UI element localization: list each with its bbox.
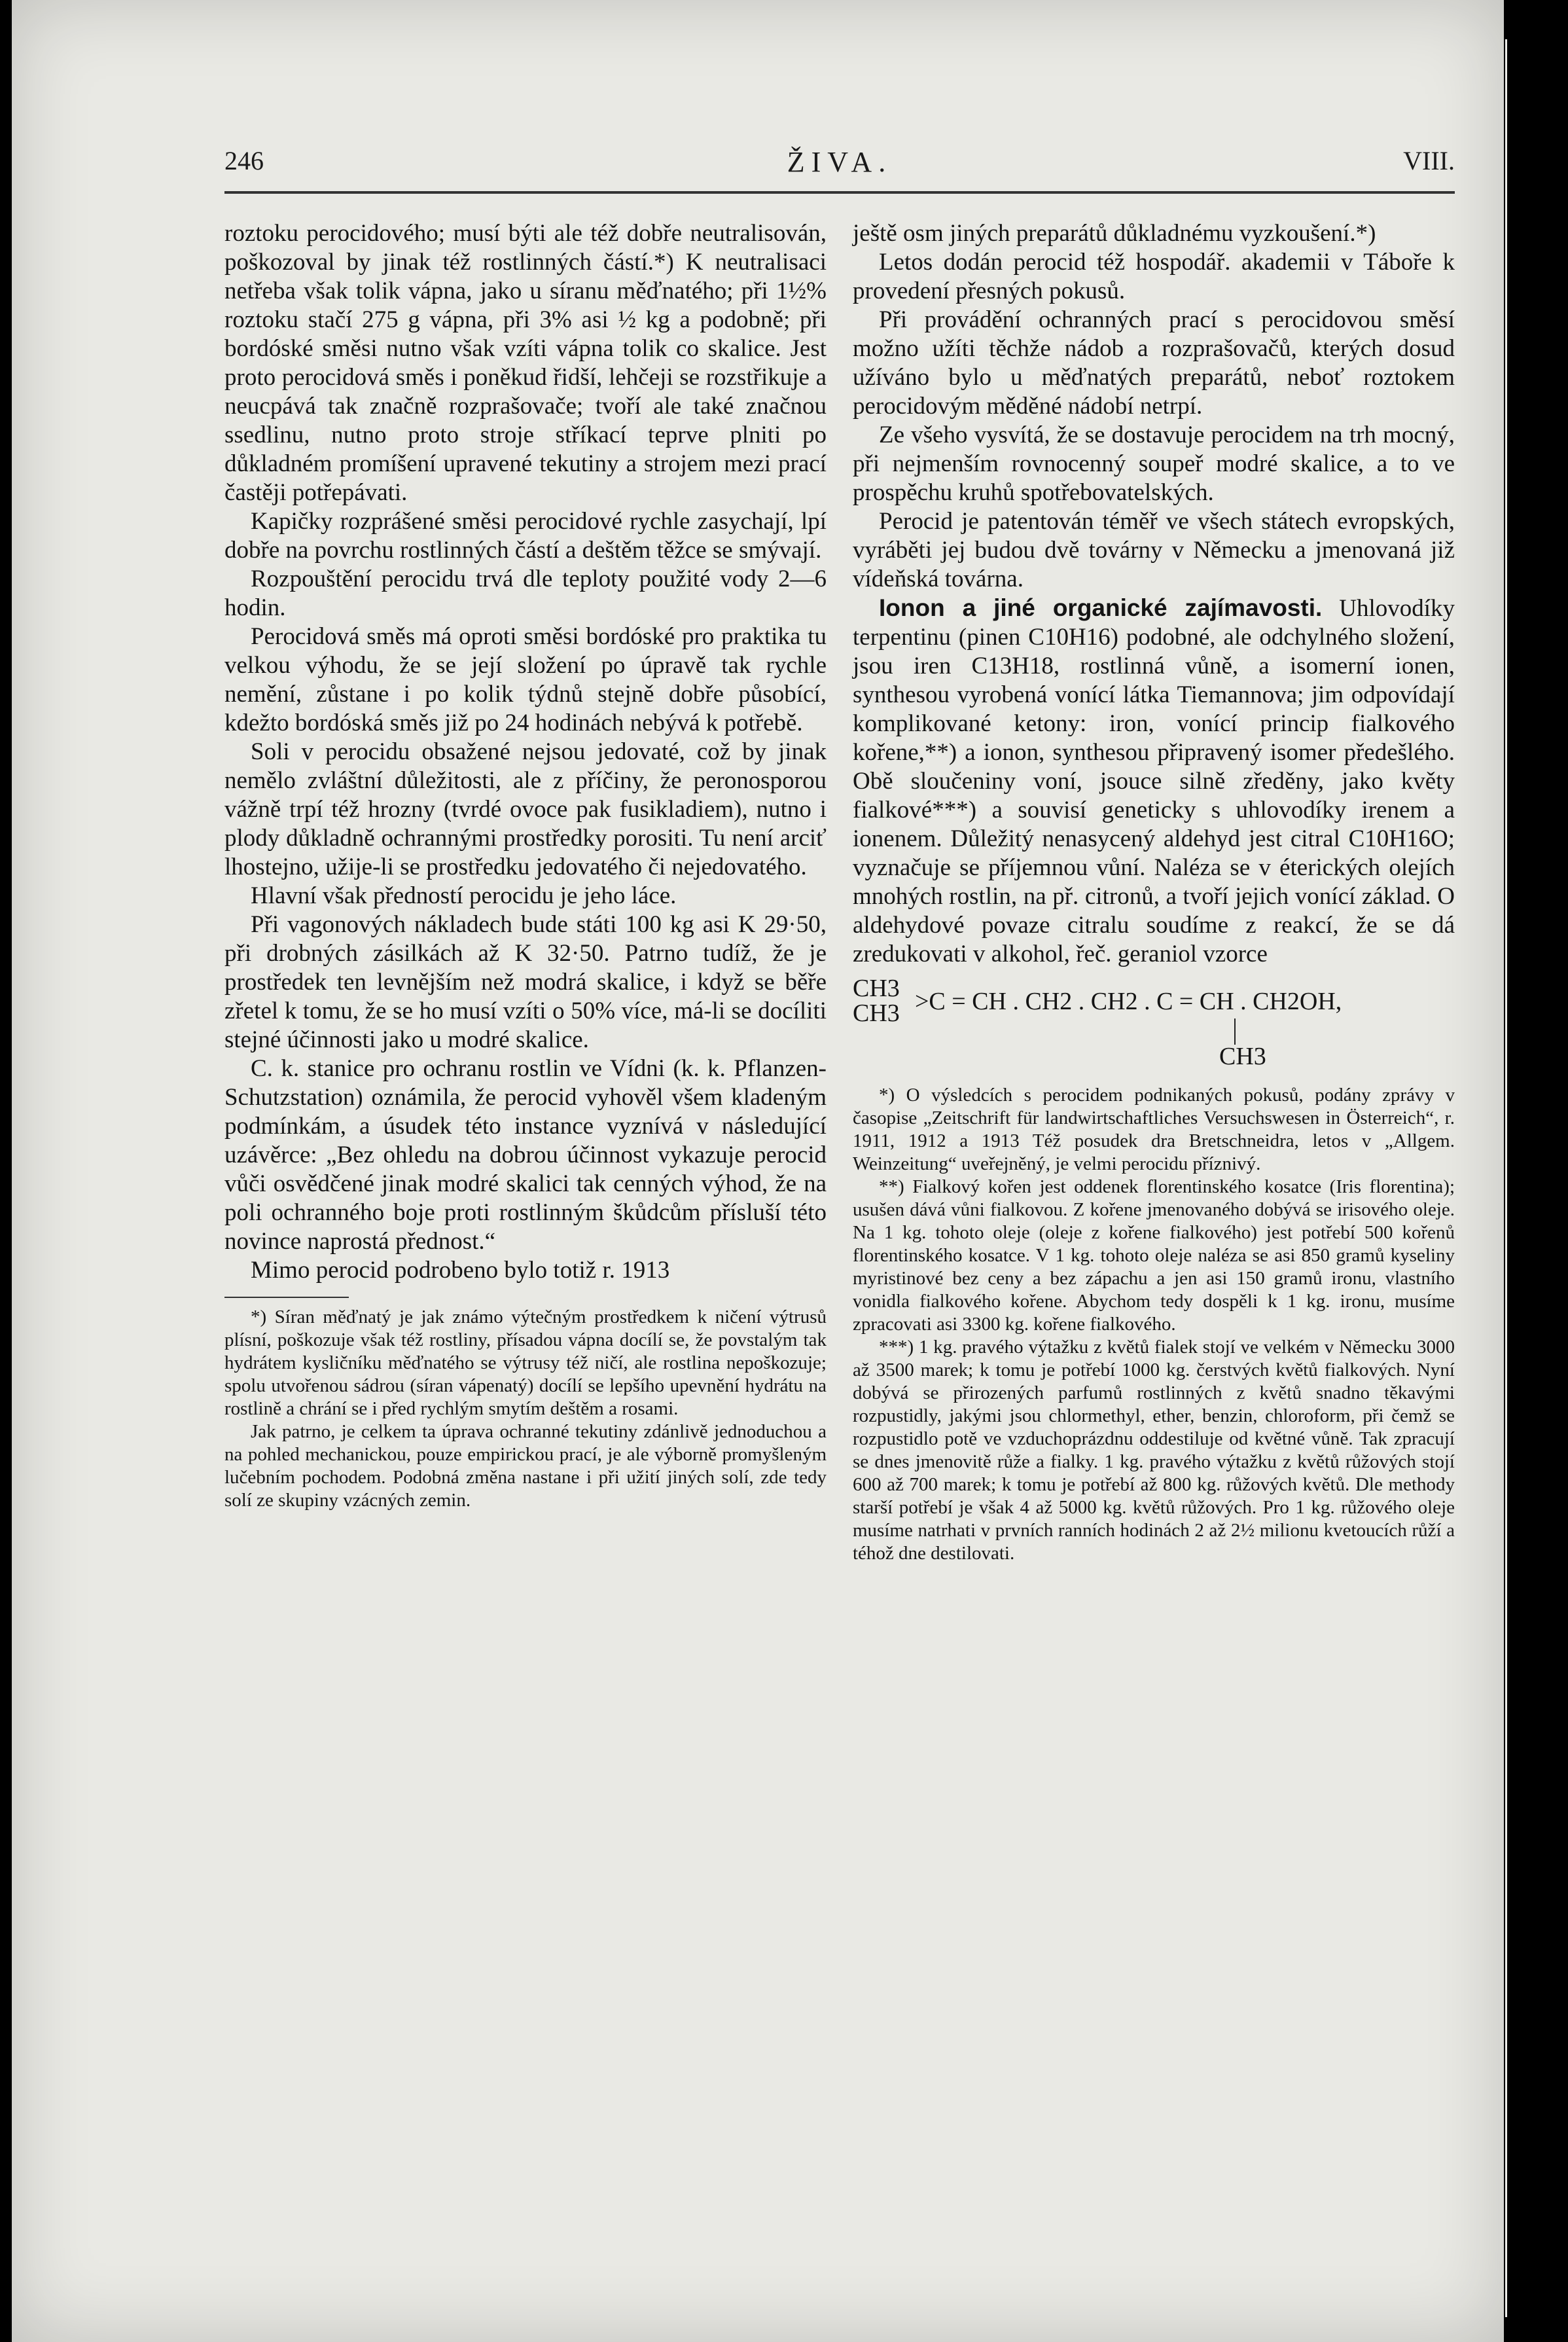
page-number: 246 <box>224 146 264 175</box>
paragraph: Hlavní však předností perocidu je jeho láce. <box>251 882 677 909</box>
formula-chain: >C = CH . CH2 . CH2 . C = CH . CH2OH, <box>915 988 1342 1015</box>
paragraph: Perocidová směs má oproti směsi bordóské pro praktika tu velkou výhodu, že se její složení po úpravě tak rychle nemění, zůstane i po kolik týdnů stejně dobře působící, kdežto bordóská směs již po 24 hodinách nebývá k potřebě. <box>224 623 827 736</box>
paragraph: Ze všeho vysvítá, že se dostavuje perocidem na trh mocný, při nejmenším rovnocenný soupeř modré skalice, a to ve prospěchu kruhů spotřebovatelských. <box>853 422 1455 506</box>
page-edge <box>1505 39 1507 2317</box>
right-column <box>853 219 1455 1565</box>
page <box>12 0 1504 2342</box>
footnote: *) Síran měďnatý je jak známo výtečným prostředkem k ničení výtrusů plísní, poškozuje však též rostliny, přísadou vápna docílí se, že povstalým tak hydrátem kysličníku měďnatého se výtrusy též ničí, ale rostlina nepoškozuje; spolu utvořenou sádrou (síran vápenatý) docílí se lepšího upevnění hydrátu na rostlině a chrání se i před rychlým smytím deštěm a rosami. <box>224 1306 827 1419</box>
paragraph: C. k. stanice pro ochranu rostlin ve Vídni (k. k. Pflanzen-Schutzstation) oznámila, že perocid vyhověl všem kladeným podmínkám, a úsudek této instance vyznívá v následující uzávěrce: „Bez ohledu na dobrou účinnost vykazuje perocid vůči osvědčené jinak modré skalici tak cenných výhod, že na poli ochranného boje proti rostlinným škůdcům přísluší této novince naprostá přednost.“ <box>224 1055 827 1255</box>
formula-ch3-branch: CH3 <box>1219 1043 1266 1070</box>
formula-ch3-top: CH3 <box>853 975 900 1002</box>
journal-title: ŽIVA. <box>787 146 893 178</box>
paragraph: Při provádění ochranných prací s perocidovou směsí možno užíti těchže nádob a rozprašovačů, kterých dosud užíváno bylo u měďnatých preparátů, neboť roztokem perocidovým měděné nádobí netrpí. <box>853 306 1455 420</box>
formula-bond <box>1234 1018 1236 1045</box>
paragraph: roztoku perocidového; musí býti ale též dobře neutralisován, poškozoval by jinak též rostlinných částí.*) K neutralisaci netřeba však tolik vápna, jako u síranu měďnatého; při 1½% roztoku stačí 275 g vápna, při 3% asi ½ kg a podobně; při bordóské směsi nutno však vzíti vápna tolik co skalice. Jest proto perocidová směs i poněkud řidší, lehčeji se rozstřikuje a neucpává tak značně rozprašovače; tvoří ale také značnou ssedlinu, nutno proto stroje stříkací teprve plniti po důkladném promíšení upravené tekutiny a strojem mezi prací častěji potřepávati. <box>224 220 827 506</box>
formula-ch3-bottom: CH3 <box>853 1000 900 1027</box>
footnote: Jak patrno, je celkem ta úprava ochranné tekutiny zdánlivě jednoduchou a na pohled mechanickou, pouze empirickou prací, je ale výborně promyšleným lučebním pochodem. Podobná změna nastane i při užití jiných solí, zde tedy solí ze skupiny vzácných zemin. <box>224 1421 827 1511</box>
section-heading: Ionon a jiné organické zajímavosti. <box>879 594 1323 621</box>
footnote: ***) 1 kg. pravého výtažku z květů fialek stojí ve velkém v Německu 3000 až 3500 marek; k tomu je potřebí 1000 kg. čerstvých květů fialkových. Nyní dobývá se přirozených parfumů rostlinných z květů snadno těkavými rozpustidly, jakými jsou chlormethyl, ether, benzin, chloroform, při čemž se rozpustidlo potě ve vzduchoprázdnu oddestiluje od květné vůně. Tak zpracují se dnes jmenovitě růže a fialky. 1 kg. pravého výtažku z květů růžových stojí 600 až 700 marek; k tomu je potřebí až 800 kg. růžových květů. Dle methody starší potřebí je však 4 až 5000 kg. květů růžových. Pro 1 kg. růžového oleje musíme natrhati v prvních ranních hodinách 2 až 2½ milionu kvetoucích růží a téhož dne destilovati. <box>853 1337 1455 1564</box>
footnotes <box>224 1306 827 1512</box>
geraniol-formula <box>853 974 1455 1072</box>
footnotes <box>853 1084 1455 1565</box>
paragraph: Při vagonových nákladech bude státi 100 kg asi K 29·50, při drobných zásilkách až K 32·50. Patrno tudíž, že je prostředek ten levnějším než modrá skalice, i když se běře zřetel k tomu, že se ho musí vzíti o 50% více, má-li se docíliti stejné účinnosti jako u modré skalice. <box>224 911 827 1053</box>
page-header <box>224 145 1455 185</box>
paragraph: Soli v perocidu obsažené nejsou jedovaté, což by jinak nemělo zvláštní důležitosti, ale z příčiny, že peronosporou vážně trpí též hrozny (tvrdé ovoce pak fusikladiem), nutno i plody důkladně ochrannými prostředky porositi. Tu není arciť lhostejno, užije-li se prostředku jedovatého či nejedovatého. <box>224 738 827 880</box>
paragraph: Letos dodán perocid též hospodář. akademii v Táboře k provedení přesných pokusů. <box>853 249 1455 304</box>
ionon-paragraph <box>853 594 1455 969</box>
paragraph: ještě osm jiných preparátů důkladnému vyzkoušení.*) <box>853 220 1376 247</box>
footnote-rule <box>224 1297 349 1298</box>
volume-number: VIII. <box>1403 146 1455 175</box>
footnote: *) O výsledcích s perocidem podnikaných pokusů, podány zprávy v časopise „Zeitschrift für landwirtschaftliches Versuchswesen in Österreich“, r. 1911, 1912 a 1913 Též posudek dra Bretschneidra, letos v „Allgem. Weinzeitung“ uveřejněný, je velmi perocidu příznivý. <box>853 1085 1455 1174</box>
paragraph: Perocid je patentován téměř ve všech státech evropských, vyráběti jej budou dvě továrny v Německu a jmenovaná již vídeňská továrna. <box>853 508 1455 592</box>
ionon-text: Uhlovodíky terpentinu (pinen C10H16) podobné, ale odchylného složení, jsou iren C13H18, rostlinná vůně, a isomerní ionen, synthesou vyrobená vonící látka Tiemannova; jim odpovídají komplikované ketony: iron, vonící princip fialkového kořene,**) a ionon, synthesou připravený isomer předešlého. Obě sloučeniny voní, jsouce silně zředěny, jako květy fialkové***) a souvisí geneticky s uhlovodíky irenem a ionenem. Důležitý nenasycený aldehyd jest citral C10H16O; vyznačuje se příjemnou vůní. Naléza se v éterických olejích mnohých rostlin, na př. citronů, a tvoří jejich vonící základ. O aldehydové povaze citralu soudíme z reakcí, že se dá zredukovati v alkohol, řeč. geraniol vzorce <box>853 595 1455 967</box>
header-rule <box>224 191 1455 194</box>
footnote: **) Fialkový kořen jest oddenek florentinského kosatce (Iris florentina); usušen dává vůni fialkovou. Z kořene jmenovaného dobývá se irisového oleje. Na 1 kg. tohoto oleje (oleje z kořene fialkového) jest potřebí 500 kořenů florentinského kosatce. V 1 kg. tohoto oleje naléza se asi 850 gramů kyseliny myristinové bez ceny a bez zápachu a jen asi 150 gramů ironu, vlastního vonidla fialkového kořene. Abychom tedy dospěli k 1 kg. ironu, musíme zpracovati asi 3300 kg. kořene fialkového. <box>853 1176 1455 1335</box>
paragraph: Kapičky rozprášené směsi perocidové rychle zasychají, lpí dobře na povrchu rostlinných částí a deštěm těžce se smývají. <box>224 508 827 564</box>
left-column <box>224 219 827 1512</box>
paragraph: Rozpouštění perocidu trvá dle teploty použité vody 2—6 hodin. <box>224 566 827 621</box>
paragraph: Mimo perocid podrobeno bylo totiž r. 1913 <box>251 1257 670 1284</box>
